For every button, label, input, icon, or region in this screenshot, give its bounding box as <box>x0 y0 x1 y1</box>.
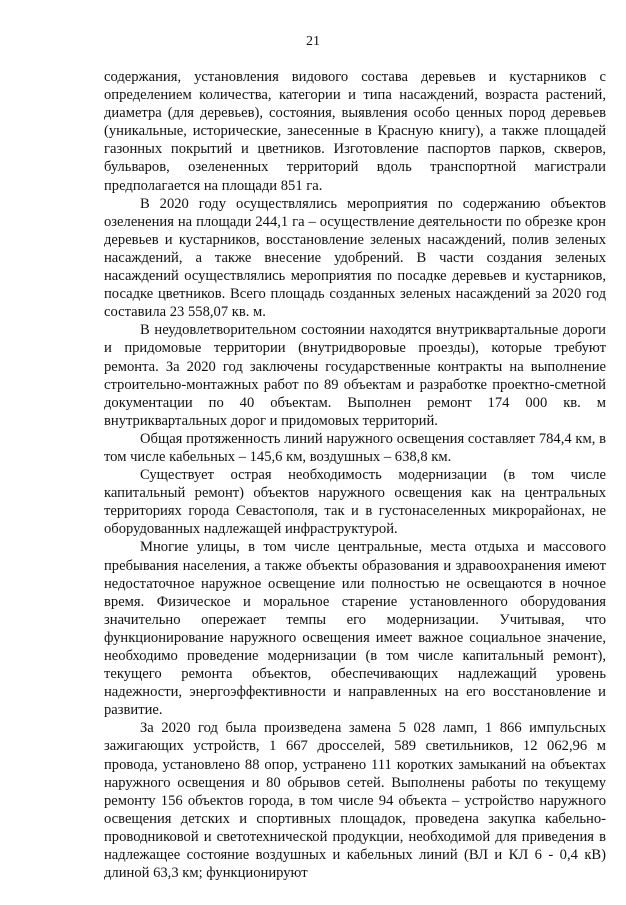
paragraph-lighting-length: Общая протяженность линий наружного освещения составляет 784,4 км, в том числе кабельных – 145,6 км, воздушных – 638,8 км. <box>104 430 606 465</box>
paragraph-modernization-need: Существует острая необходимость модернизации (в том числе капитальный ремонт) объектов наружного освещения как на центральных территориях города Севастополя, так и в густонаселенных микрорайонах, не оборудованных надлежащей инфраструктурой. <box>104 467 606 538</box>
paragraph-lighting-works-2020: За 2020 год была произведена замена 5 028 ламп, 1 866 импульсных зажигающих устройств, 1 667 дросселей, 589 светильников, 12 062,96 м провода, установлено 88 опор, устранено 111 коротких замыканий на объектах наружного освещения и 80 обрывов сетей. Выполнены работы по текущему ремонту 156 объектов города, в том числе 94 объекта – устройство наружного освещения детских и спортивных площадок, проведена закупка кабельно-проводниковой и светотехнической продукции, необходимой для приведения в надлежащее состояние воздушных и кабельных линий (ВЛ и КЛ 6 - 0,4 кВ) длиной 63,3 км; функционируют <box>104 720 606 882</box>
document-body <box>104 68 606 882</box>
paragraph-greening-2020: В 2020 году осуществлялись мероприятия по содержанию объектов озеленения на площади 244,1 га – осуществление деятельности по обрезке крон деревьев и кустарников, восстановление зеленых насаждений, полив зеленых насаждений, а также внесение удобрений. В части создания зеленых насаждений осуществлялись мероприятия по посадке деревьев и кустарников, посадке цветников. Всего площадь созданных зеленых насаждений за 2020 год составила 23 558,07 кв. м. <box>104 195 606 321</box>
paragraph-streets-lighting: Многие улицы, в том числе центральные, места отдыха и массового пребывания населения, а также объекты образования и здравоохранения имеют недостаточное наружное освещение или полностью не освещаются в ночное время. Физическое и моральное старение установленного оборудования значительно опережает темпы его модернизации. Учитывая, что функционирование наружного освещения имеет важное социальное значение, необходимо проведение модернизации (в том числе капитальный ремонт), текущего ремонта объектов, обеспечивающих надлежащий уровень надежности, энергоэффективности и направленных на его восстановление и развитие. <box>104 539 606 719</box>
paragraph-green-passports: содержания, установления видового состава деревьев и кустарников с определением количества, категории и типа насаждений, возраста растений, диаметра (для деревьев), состояния, выявления особо ценных пород деревьев (уникальные, исторические, занесенные в Красную книгу), а также площадей газонных покрытий и цветников. Изготовление паспортов парков, скверов, бульваров, озелененных территорий вдоль транспортной магистрали предполагается на площади 851 га. <box>104 69 606 194</box>
paragraph-roads: В неудовлетворительном состоянии находятся внутриквартальные дороги и придомовые территории (внутридворовые проезды), которые требуют ремонта. За 2020 год заключены государственные контракты на выполнение строительно-монтажных работ по 89 объектам и разработке проектно-сметной документации по 40 объектам. Выполнен ремонт 174 000 кв. м внутриквартальных дорог и придомовых территорий. <box>104 322 606 429</box>
page-number: 21 <box>306 34 320 49</box>
